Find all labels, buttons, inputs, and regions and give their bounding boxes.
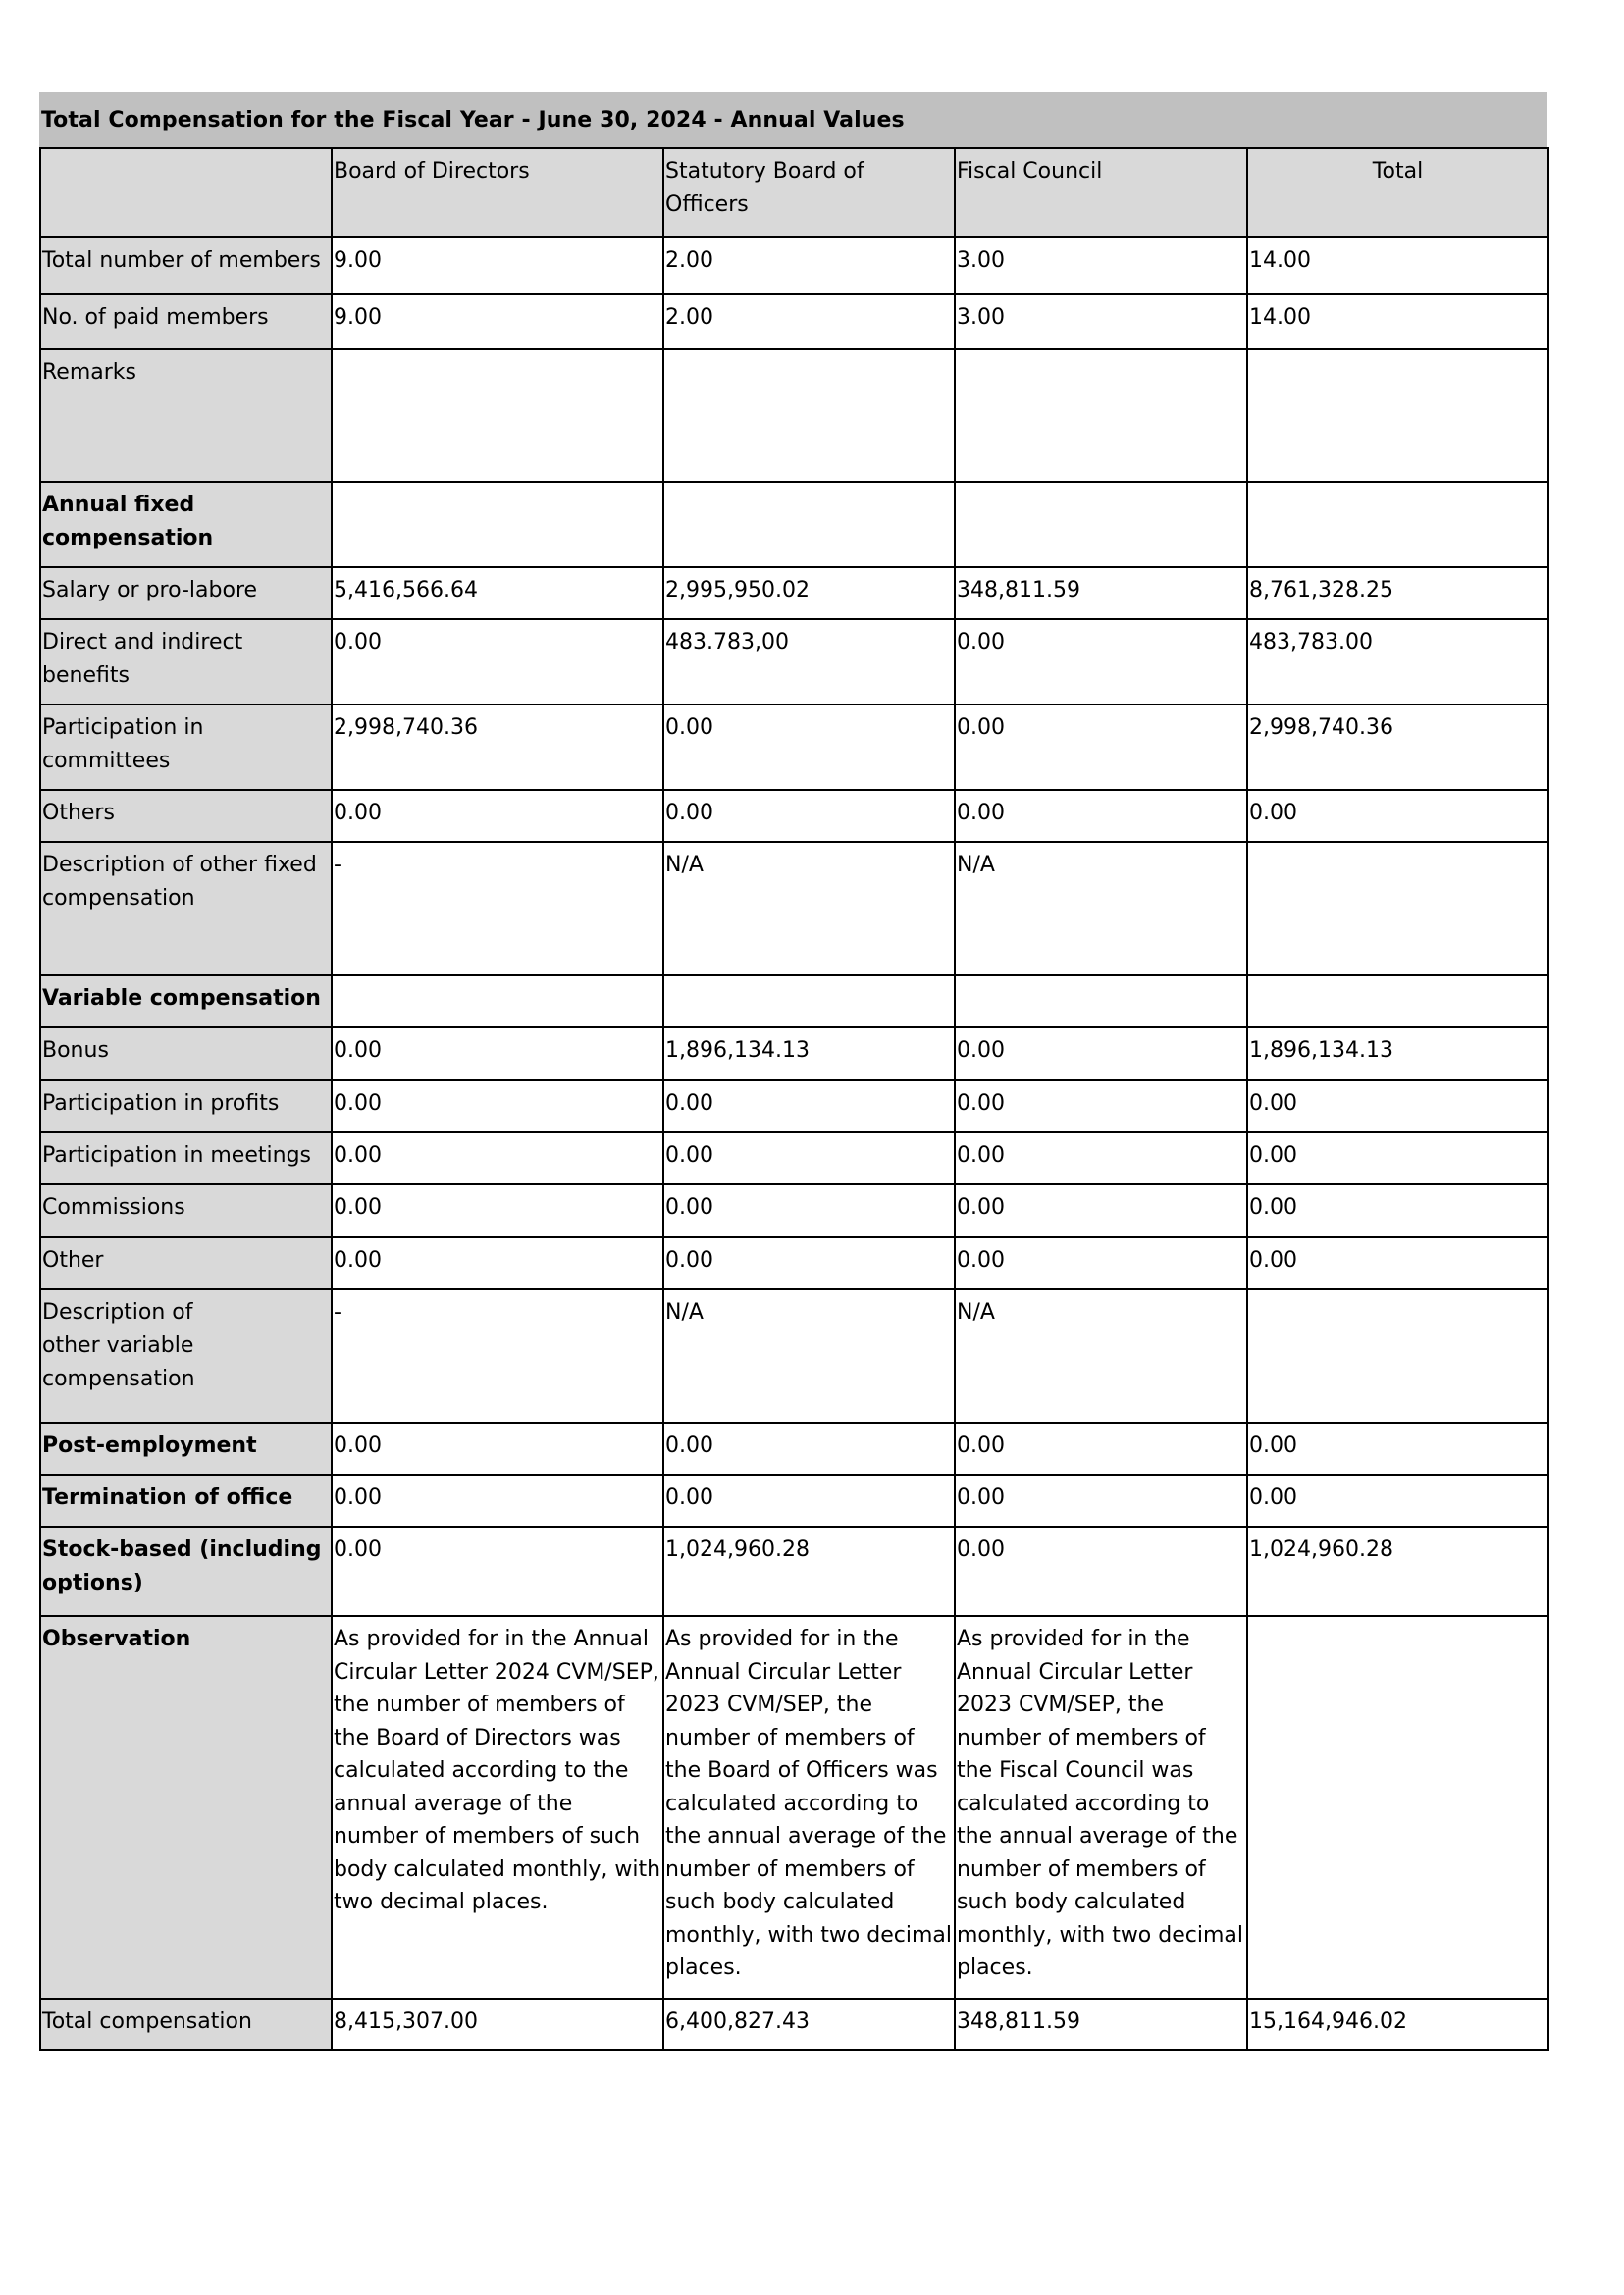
total-value: 1,896,134.13 xyxy=(1247,1027,1548,1080)
fiscal-council-value: 0.00 xyxy=(955,1423,1247,1475)
total-value: 0.00 xyxy=(1247,1132,1548,1184)
statutory-board-of-officers-value: 0.00 xyxy=(663,1475,955,1527)
board-of-directors-value: 0.00 xyxy=(332,790,663,842)
total-value: 0.00 xyxy=(1247,1184,1548,1237)
statutory-board-of-officers-value: 0.00 xyxy=(663,1080,955,1132)
board-of-directors-value: - xyxy=(332,842,663,975)
row-label: Other xyxy=(40,1237,332,1289)
table-row xyxy=(40,567,1548,619)
fiscal-council-value: N/A xyxy=(955,1289,1247,1423)
table-row xyxy=(40,1475,1548,1527)
statutory-board-of-officers-value: 2,995,950.02 xyxy=(663,567,955,619)
fiscal-council-value: As provided for in the Annual Circular Letter 2023 CVM/SEP, the number of members of the Fiscal Council was calculated according to the annual average of the number of members of such body calculated monthly, with two decimal places. xyxy=(955,1616,1247,1999)
statutory-board-of-officers-value: N/A xyxy=(663,842,955,975)
row-label: Annual fixed compensation xyxy=(40,482,332,567)
statutory-board-of-officers-value: 483.783,00 xyxy=(663,619,955,704)
statutory-board-of-officers-value: As provided for in the Annual Circular Letter 2023 CVM/SEP, the number of members of the Board of Officers was calculated according to the annual average of the number of members of such body calculated monthly, with two decimal places. xyxy=(663,1616,955,1999)
board-of-directors-value xyxy=(332,975,663,1027)
table-row xyxy=(40,842,1548,975)
board-of-directors-value: 5,416,566.64 xyxy=(332,567,663,619)
statutory-board-of-officers-value xyxy=(663,482,955,567)
row-label: Direct and indirect benefits xyxy=(40,619,332,704)
statutory-board-of-officers-value: 0.00 xyxy=(663,1237,955,1289)
row-label: Salary or pro-labore xyxy=(40,567,332,619)
table-row xyxy=(40,294,1548,349)
total-value xyxy=(1247,1289,1548,1423)
total-value: 15,164,946.02 xyxy=(1247,1999,1548,2050)
fiscal-council-value: 0.00 xyxy=(955,704,1247,790)
table-row xyxy=(40,237,1548,294)
statutory-board-of-officers-value: 2.00 xyxy=(663,294,955,349)
statutory-board-of-officers-value: 2.00 xyxy=(663,237,955,294)
total-value: 0.00 xyxy=(1247,1475,1548,1527)
statutory-board-of-officers-value: 1,896,134.13 xyxy=(663,1027,955,1080)
table-row xyxy=(40,1184,1548,1237)
board-of-directors-value: 2,998,740.36 xyxy=(332,704,663,790)
total-value: 0.00 xyxy=(1247,1423,1548,1475)
fiscal-council-value xyxy=(955,482,1247,567)
row-label: Bonus xyxy=(40,1027,332,1080)
row-label: Commissions xyxy=(40,1184,332,1237)
total-value: 1,024,960.28 xyxy=(1247,1527,1548,1616)
row-label: Termination of office xyxy=(40,1475,332,1527)
fiscal-council-value: 0.00 xyxy=(955,1475,1247,1527)
row-label: Remarks xyxy=(40,349,332,482)
fiscal-council-value: N/A xyxy=(955,842,1247,975)
fiscal-council-value xyxy=(955,349,1247,482)
total-value: 483,783.00 xyxy=(1247,619,1548,704)
board-of-directors-value: 0.00 xyxy=(332,1132,663,1184)
row-label: Description of other variable compensation xyxy=(40,1289,332,1423)
board-of-directors-value: 0.00 xyxy=(332,1237,663,1289)
table-row xyxy=(40,1237,1548,1289)
header-statutory-board-of-officers: Statutory Board of Officers xyxy=(663,148,955,237)
total-value: 2,998,740.36 xyxy=(1247,704,1548,790)
table-row xyxy=(40,1616,1548,1999)
statutory-board-of-officers-value: 1,024,960.28 xyxy=(663,1527,955,1616)
fiscal-council-value: 0.00 xyxy=(955,1237,1247,1289)
header-board-of-directors: Board of Directors xyxy=(332,148,663,237)
total-value xyxy=(1247,975,1548,1027)
total-value xyxy=(1247,482,1548,567)
board-of-directors-value: As provided for in the Annual Circular Letter 2024 CVM/SEP, the number of members of the Board of Directors was calculated according to the annual average of the number of members of such body calculated monthly, with two decimal places. xyxy=(332,1616,663,1999)
row-label: Participation in meetings xyxy=(40,1132,332,1184)
table-row xyxy=(40,704,1548,790)
fiscal-council-value: 0.00 xyxy=(955,790,1247,842)
board-of-directors-value: 0.00 xyxy=(332,1475,663,1527)
statutory-board-of-officers-value: 0.00 xyxy=(663,704,955,790)
header-fiscal-council: Fiscal Council xyxy=(955,148,1247,237)
statutory-board-of-officers-value xyxy=(663,349,955,482)
table-row xyxy=(40,1999,1548,2050)
board-of-directors-value: 0.00 xyxy=(332,619,663,704)
row-label: Total compensation xyxy=(40,1999,332,2050)
header-label-cell xyxy=(40,148,332,237)
board-of-directors-value: 0.00 xyxy=(332,1423,663,1475)
compensation-table xyxy=(39,147,1549,2051)
board-of-directors-value: 0.00 xyxy=(332,1527,663,1616)
statutory-board-of-officers-value: 0.00 xyxy=(663,1423,955,1475)
header-row xyxy=(40,148,1548,237)
statutory-board-of-officers-value: 6,400,827.43 xyxy=(663,1999,955,2050)
row-label: Variable compensation xyxy=(40,975,332,1027)
fiscal-council-value: 0.00 xyxy=(955,1184,1247,1237)
board-of-directors-value: - xyxy=(332,1289,663,1423)
fiscal-council-value: 348,811.59 xyxy=(955,1999,1247,2050)
board-of-directors-value: 0.00 xyxy=(332,1184,663,1237)
table-row xyxy=(40,1423,1548,1475)
row-label: Others xyxy=(40,790,332,842)
statutory-board-of-officers-value: 0.00 xyxy=(663,790,955,842)
total-value xyxy=(1247,1616,1548,1999)
total-value: 0.00 xyxy=(1247,1237,1548,1289)
table-title: Total Compensation for the Fiscal Year - June 30, 2024 - Annual Values xyxy=(39,92,1547,147)
statutory-board-of-officers-value: 0.00 xyxy=(663,1132,955,1184)
row-label: Participation in profits xyxy=(40,1080,332,1132)
table-row xyxy=(40,482,1548,567)
fiscal-council-value: 0.00 xyxy=(955,619,1247,704)
row-label: Stock-based (including options) xyxy=(40,1527,332,1616)
statutory-board-of-officers-value: 0.00 xyxy=(663,1184,955,1237)
total-value: 0.00 xyxy=(1247,790,1548,842)
table-row xyxy=(40,790,1548,842)
statutory-board-of-officers-value xyxy=(663,975,955,1027)
fiscal-council-value: 0.00 xyxy=(955,1132,1247,1184)
board-of-directors-value: 0.00 xyxy=(332,1027,663,1080)
row-label: No. of paid members xyxy=(40,294,332,349)
total-value: 14.00 xyxy=(1247,294,1548,349)
table-row xyxy=(40,1289,1548,1423)
row-label: Description of other fixed compensation xyxy=(40,842,332,975)
row-label: Observation xyxy=(40,1616,332,1999)
table-body xyxy=(40,237,1548,2050)
board-of-directors-value xyxy=(332,482,663,567)
fiscal-council-value: 0.00 xyxy=(955,1080,1247,1132)
table-row xyxy=(40,619,1548,704)
board-of-directors-value: 8,415,307.00 xyxy=(332,1999,663,2050)
board-of-directors-value xyxy=(332,349,663,482)
row-label: Post-employment xyxy=(40,1423,332,1475)
header-total: Total xyxy=(1247,148,1548,237)
table-row xyxy=(40,349,1548,482)
fiscal-council-value: 348,811.59 xyxy=(955,567,1247,619)
total-value: 0.00 xyxy=(1247,1080,1548,1132)
fiscal-council-value: 3.00 xyxy=(955,294,1247,349)
table-row xyxy=(40,1080,1548,1132)
total-value xyxy=(1247,349,1548,482)
table-row xyxy=(40,1527,1548,1616)
table-row xyxy=(40,1132,1548,1184)
board-of-directors-value: 9.00 xyxy=(332,237,663,294)
total-value xyxy=(1247,842,1548,975)
total-value: 8,761,328.25 xyxy=(1247,567,1548,619)
statutory-board-of-officers-value: N/A xyxy=(663,1289,955,1423)
total-value: 14.00 xyxy=(1247,237,1548,294)
compensation-document xyxy=(39,92,1547,2051)
fiscal-council-value xyxy=(955,975,1247,1027)
fiscal-council-value: 3.00 xyxy=(955,237,1247,294)
row-label: Total number of members xyxy=(40,237,332,294)
table-row xyxy=(40,1027,1548,1080)
board-of-directors-value: 0.00 xyxy=(332,1080,663,1132)
table-row xyxy=(40,975,1548,1027)
fiscal-council-value: 0.00 xyxy=(955,1527,1247,1616)
board-of-directors-value: 9.00 xyxy=(332,294,663,349)
row-label: Participation in committees xyxy=(40,704,332,790)
fiscal-council-value: 0.00 xyxy=(955,1027,1247,1080)
